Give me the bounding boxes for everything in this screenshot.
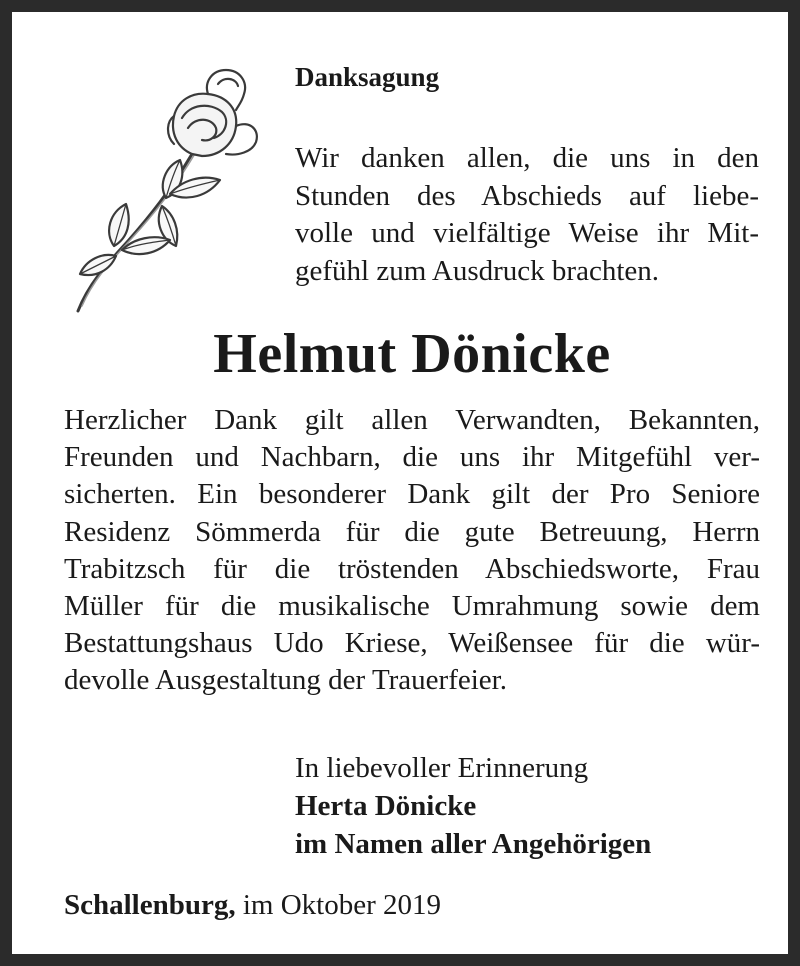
place-town: Schallenburg, (64, 889, 236, 921)
intro-line: Stunden des Abschieds auf liebe- (295, 179, 759, 212)
signature-block (295, 749, 651, 863)
deceased-name: Helmut Dönicke (213, 323, 611, 385)
body-line: sicherten. Ein besonderer Dank gilt der Pro Seniore (64, 478, 760, 511)
place-date-text: im Oktober 2019 (235, 889, 442, 921)
body-line: Müller für die musikalische Umrahmung sowie dem (64, 590, 760, 623)
body-line: devolle Ausgestaltung der Trauerfeier. (64, 664, 507, 697)
intro-text (295, 140, 759, 290)
body-line: Bestattungshaus Udo Kriese, Weißensee für die wür- (64, 627, 760, 660)
body-line: Trabitzsch für die tröstenden Abschiedsworte, Frau (64, 552, 760, 585)
signature-name: Herta Dönicke (295, 790, 477, 822)
signature-line: In liebevoller Erinnerung (295, 752, 589, 784)
rose-icon (70, 56, 270, 318)
intro-line: Wir danken allen, die uns in den (295, 142, 759, 174)
body-line: Freunden und Nachbarn, die uns ihr Mitgefühl ver- (64, 441, 760, 474)
intro-line: gefühl zum Ausdruck brachten. (295, 254, 660, 287)
body-line: Residenz Sömmerda für die gute Betreuung, Herrn (64, 515, 760, 548)
place-date (64, 889, 441, 922)
heading-danksagung: Danksagung (295, 62, 440, 92)
body-text (64, 402, 760, 700)
body-line: Herzlicher Dank gilt allen Verwandten, Bekannten, (64, 404, 760, 436)
intro-line: volle und vielfältige Weise ihr Mit- (295, 217, 759, 249)
signature-relatives: im Namen aller Angehörigen (295, 828, 652, 860)
